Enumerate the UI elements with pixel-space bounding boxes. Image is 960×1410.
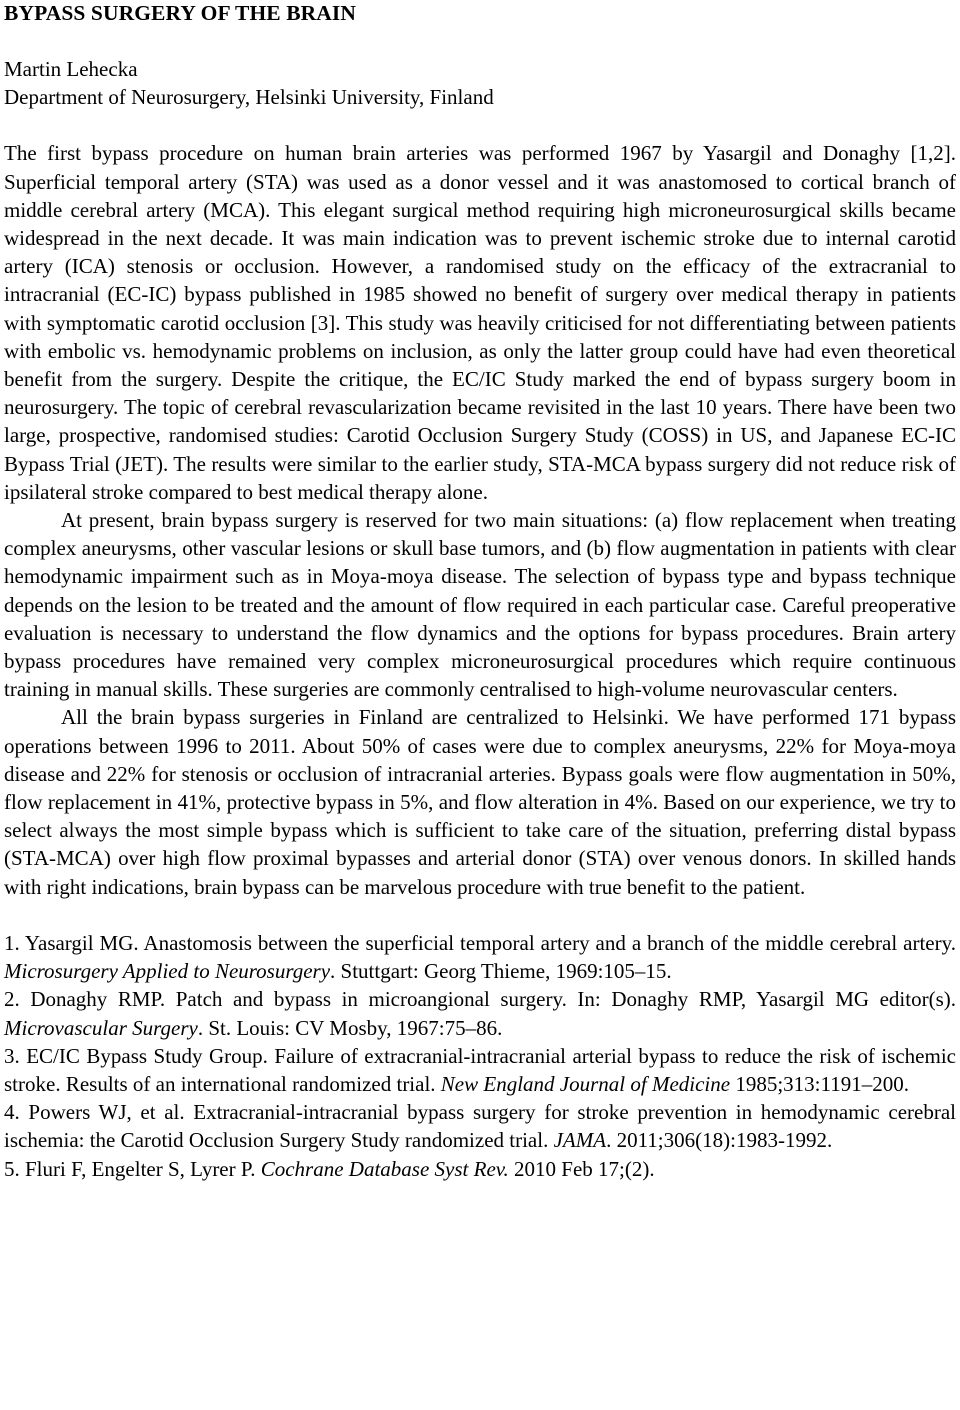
reference-text: 4. Powers WJ, et al. Extracranial-intracranial bypass surgery for stroke prevention in hemodynamic cerebral ischemia: the Carotid Occlusion Surgery Study randomized trial. <box>4 1100 956 1153</box>
author-name: Martin Lehecka <box>4 57 138 81</box>
reference-text: 5. Fluri F, Engelter S, Lyrer P. <box>4 1156 261 1181</box>
reference-item-1 <box>4 929 956 985</box>
reference-text: 2. Donaghy RMP. Patch and bypass in microangional surgery. In: Donaghy RMP, Yasargil MG editor(s). <box>4 987 956 1012</box>
reference-source-title: Microsurgery Applied to Neurosurgery <box>4 959 331 984</box>
reference-details: . St. Louis: CV Mosby, 1967:75–86. <box>197 1015 503 1040</box>
paper-body <box>4 139 956 900</box>
reference-item-3 <box>4 1042 956 1098</box>
body-paragraph-2: At present, brain bypass surgery is reserved for two main situations: (a) flow replacement when treating complex aneurysms, other vascular lesions or skull base tumors, and (b) flow augmentation in patients with clear hemodynamic impairment such as in Moya-moya disease. The selection of bypass type and bypass technique depends on the lesion to be treated and the amount of flow required in each particular case. Careful preoperative evaluation is necessary to understand the flow dynamics and the options for bypass procedures. Brain artery bypass procedures have remained very complex microneurosurgical procedures which require continuous training in manual skills. These surgeries are commonly centralised to high-volume neurovascular centers. <box>4 508 956 702</box>
body-paragraph-3: All the brain bypass surgeries in Finland are centralized to Helsinki. We have performed 171 bypass operations between 1996 to 2011. About 50% of cases were due to complex aneurysms, 22% for Moya-moya disease and 22% for stenosis or occlusion of intracranial arteries. Bypass goals were flow augmentation in 50%, flow replacement in 41%, protective bypass in 5%, and flow alteration in 4%. Based on our experience, we try to select always the most simple bypass which is sufficient to take care of the situation, preferring distal bypass (STA-MCA) over high flow proximal bypasses and arterial donor (STA) over venous donors. In skilled hands with right indications, brain bypass can be marvelous procedure with true benefit to the patient. <box>4 705 956 899</box>
reference-details: . Stuttgart: Georg Thieme, 1969:105–15. <box>330 959 672 984</box>
body-paragraph-1: The first bypass procedure on human brain arteries was performed 1967 by Yasargil and Donaghy [1,2]. Superficial temporal artery (STA) was used as a donor vessel and it was anastomosed to cortical branch of middle cerebral artery (MCA). This elegant surgical method requiring high microneurosurgical skills became widespread in the next decade. It was main indication was to prevent ischemic stroke due to internal carotid artery (ICA) stenosis or occlusion. However, a randomised study on the efficacy of the extracranial to intracranial (EC-IC) bypass published in 1985 showed no benefit of surgery over medical therapy in patients with symptomatic carotid occlusion [3]. This study was heavily criticised for not differentiating between patients with embolic vs. hemodynamic problems on inclusion, as only the latter group could have had even theoretical benefit from the surgery. Despite the critique, the EC/IC Study marked the end of bypass surgery boom in neurosurgery. The topic of cerebral revascularization became revisited in the last 10 years. There have been two large, prospective, randomised studies: Carotid Occlusion Surgery Study (COSS) in US, and Japanese EC-IC Bypass Trial (JET). The results were similar to the earlier study, STA-MCA bypass surgery did not reduce risk of ipsilateral stroke compared to best medical therapy alone. <box>4 141 956 504</box>
reference-item-4 <box>4 1098 956 1154</box>
reference-source-title: New England Journal of Medicine <box>440 1071 731 1096</box>
reference-source-title: JAMA <box>553 1128 607 1153</box>
author-block <box>4 55 956 111</box>
reference-text: 3. EC/IC Bypass Study Group. Failure of extracranial-intracranial arterial bypass to reduce the risk of ischemic stroke. Results of an international randomized trial. <box>4 1043 956 1096</box>
reference-details: 1985;313:1191–200. <box>730 1071 909 1096</box>
reference-details: 2010 Feb 17;(2). <box>508 1156 655 1181</box>
reference-source-title: Microvascular Surgery <box>4 1015 198 1040</box>
reference-source-title: Cochrane Database Syst Rev. <box>260 1156 509 1181</box>
reference-item-2 <box>4 985 956 1041</box>
paper-title: BYPASS SURGERY OF THE BRAIN <box>4 1 356 25</box>
author-affiliation: Department of Neurosurgery, Helsinki University, Finland <box>4 85 494 110</box>
reference-item-5 <box>4 1155 956 1183</box>
reference-list <box>4 929 956 1183</box>
reference-text: 1. Yasargil MG. Anastomosis between the superficial temporal artery and a branch of the middle cerebral artery. <box>4 930 956 955</box>
reference-details: . 2011;306(18):1983-1992. <box>606 1128 833 1153</box>
